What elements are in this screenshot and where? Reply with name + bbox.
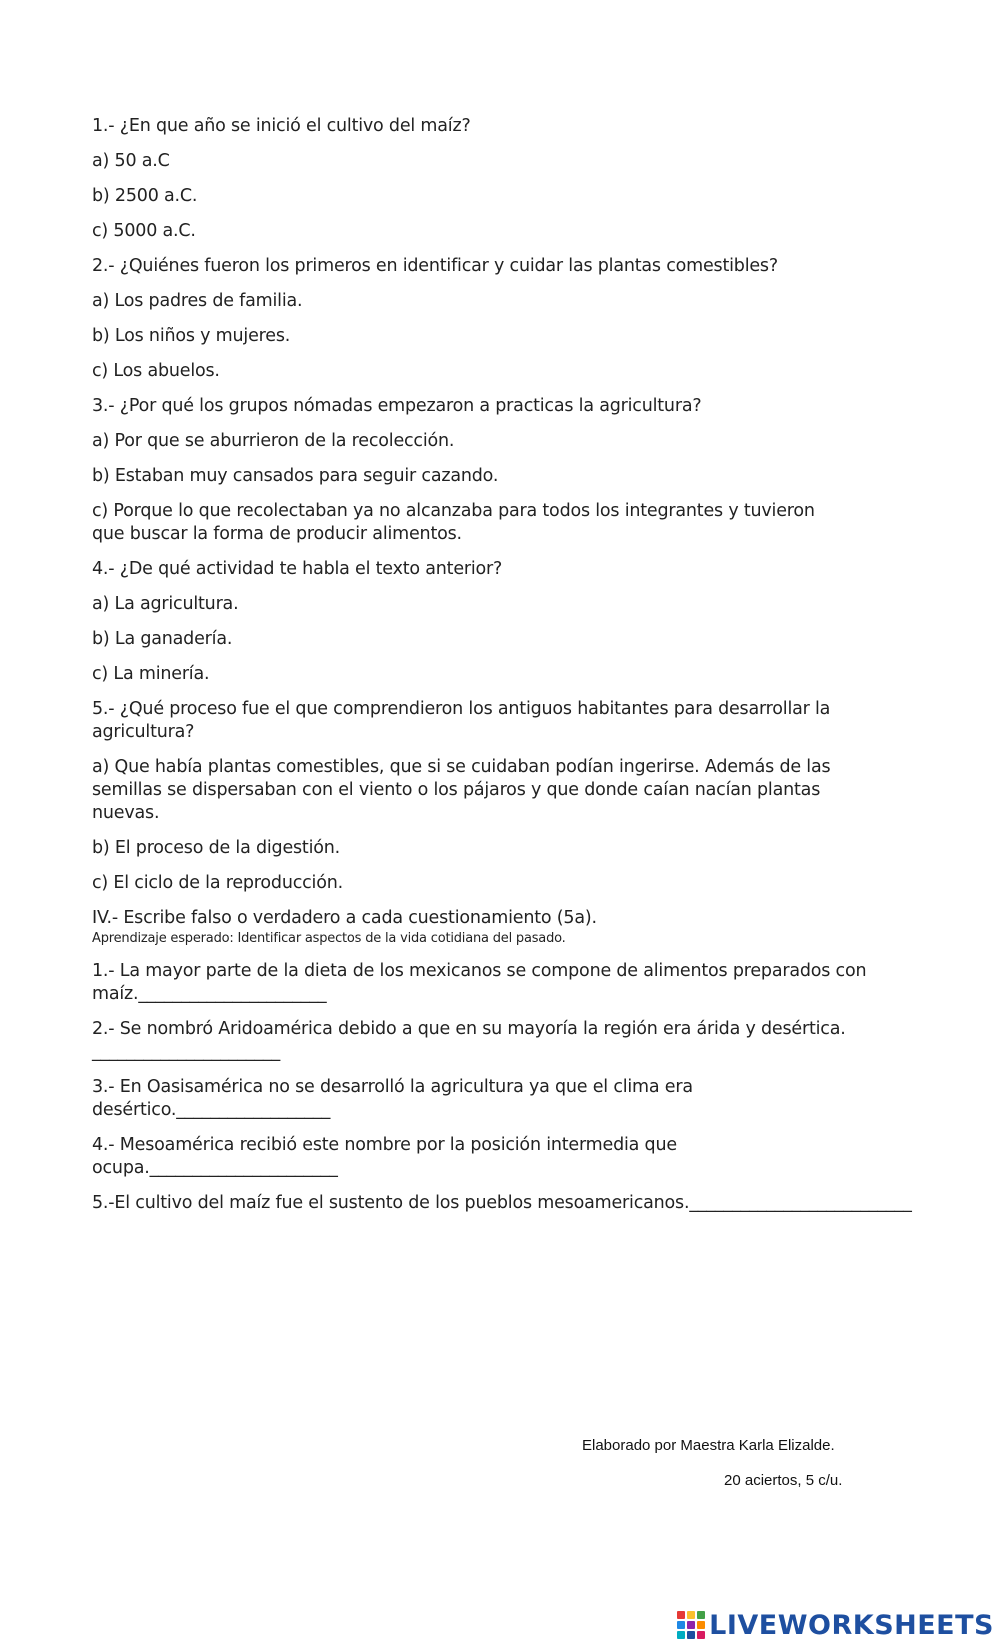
logo-square	[697, 1631, 705, 1639]
option-5c: c) El ciclo de la reproducción.	[92, 873, 343, 893]
question-5: 5.- ¿Qué proceso fue el que comprendieron los antiguos habitantes para desarrollar la	[92, 699, 831, 719]
tf-3-blank[interactable]: desértico.__________________	[92, 1100, 331, 1120]
option-1b: b) 2500 a.C.	[92, 186, 198, 206]
liveworksheets-logo	[677, 1608, 994, 1642]
option-3c: c) Porque lo que recolectaban ya no alcanzaba para todos los integrantes y tuvieron	[92, 501, 815, 521]
logo-square	[687, 1631, 695, 1639]
question-3: 3.- ¿Por qué los grupos nómadas empezaron a practicas la agricultura?	[92, 396, 702, 416]
option-4b: b) La ganadería.	[92, 629, 233, 649]
option-1c: c) 5000 a.C.	[92, 221, 196, 241]
author-credit: Elaborado por Maestra Karla Elizalde.	[582, 1437, 835, 1454]
logo-square	[677, 1621, 685, 1629]
tf-1: 1.- La mayor parte de la dieta de los mexicanos se compone de alimentos preparados con	[92, 961, 867, 981]
option-3b: b) Estaban muy cansados para seguir cazando.	[92, 466, 499, 486]
logo-text: LIVEWORKSHEETS	[709, 1609, 994, 1641]
tf-1-blank[interactable]: maíz.______________________	[92, 984, 327, 1004]
logo-square	[697, 1621, 705, 1629]
tf-2-blank[interactable]: ______________________	[92, 1042, 281, 1062]
option-3a: a) Por que se aburrieron de la recolección.	[92, 431, 455, 451]
section-subtitle: Aprendizaje esperado: Identificar aspectos de la vida cotidiana del pasado.	[92, 931, 566, 946]
option-2a: a) Los padres de familia.	[92, 291, 303, 311]
option-1a: a) 50 a.C	[92, 151, 170, 171]
option-5a: a) Que había plantas comestibles, que si se cuidaban podían ingerirse. Además de las	[92, 757, 831, 777]
question-4: 4.- ¿De qué actividad te habla el texto anterior?	[92, 559, 503, 579]
option-2c: c) Los abuelos.	[92, 361, 220, 381]
tf-5[interactable]: 5.-El cultivo del maíz fue el sustento de los pueblos mesoamericanos.__________________________	[92, 1193, 912, 1213]
section-iv-title: IV.- Escribe falso o verdadero a cada cuestionamiento (5a).	[92, 908, 597, 928]
option-5b: b) El proceso de la digestión.	[92, 838, 341, 858]
tf-2: 2.- Se nombró Aridoamérica debido a que en su mayoría la región era árida y desértica.	[92, 1019, 846, 1039]
question-2: 2.- ¿Quiénes fueron los primeros en identificar y cuidar las plantas comestibles?	[92, 256, 778, 276]
score-note: 20 aciertos, 5 c/u.	[724, 1472, 843, 1489]
question-5-cont: agricultura?	[92, 722, 195, 742]
option-5a-cont: semillas se dispersaban con el viento o los pájaros y que donde caían nacían plantas	[92, 780, 821, 800]
option-4a: a) La agricultura.	[92, 594, 239, 614]
logo-square	[687, 1611, 695, 1619]
tf-4-blank[interactable]: ocupa.______________________	[92, 1158, 338, 1178]
option-5a-cont2: nuevas.	[92, 803, 160, 823]
logo-grid-icon	[677, 1611, 705, 1639]
option-2b: b) Los niños y mujeres.	[92, 326, 291, 346]
logo-square	[677, 1611, 685, 1619]
tf-4: 4.- Mesoamérica recibió este nombre por la posición intermedia que	[92, 1135, 677, 1155]
option-3c-cont: que buscar la forma de producir alimentos.	[92, 524, 462, 544]
tf-3: 3.- En Oasisamérica no se desarrolló la agricultura ya que el clima era	[92, 1077, 693, 1097]
logo-square	[677, 1631, 685, 1639]
logo-square	[687, 1621, 695, 1629]
logo-square	[697, 1611, 705, 1619]
option-4c: c) La minería.	[92, 664, 210, 684]
question-1: 1.- ¿En que año se inició el cultivo del maíz?	[92, 116, 471, 136]
